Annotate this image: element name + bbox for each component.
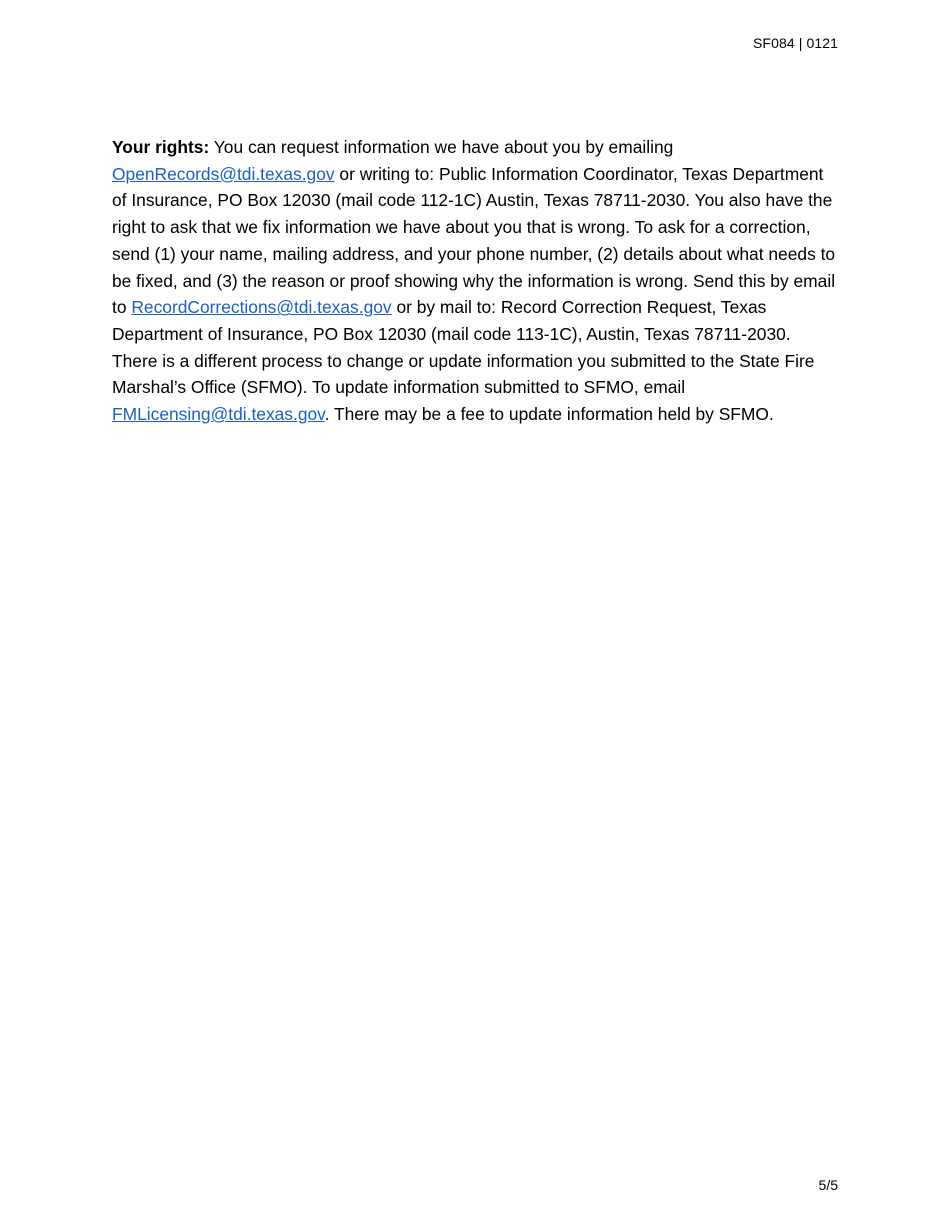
page-number: 5/5 [818,1177,838,1193]
record-corrections-email-link[interactable]: RecordCorrections@tdi.texas.gov [131,297,392,318]
open-records-email-link[interactable]: OpenRecords@tdi.texas.gov [112,163,335,184]
rights-text-2: or writing to: Public Information Coordinator, Texas Department of Insurance, PO Box 12030 (mail code 112-1C) Austin, Texas 78711-2030. You also have the right to ask that we fix information we have about you that is wrong. To ask for a correction, send (1) your name, mailing address, and your phone number, (2) details about what needs to be fixed, and (3) the reason or proof showing why the information is wrong. Send this by email to [112,163,836,318]
rights-paragraph [112,134,837,428]
rights-text-4: . There may be a fee to update information held by SFMO. [324,404,774,425]
rights-text-3: or by mail to: Record Correction Request, Texas Department of Insurance, PO Box 12030 (mail code 113-1C), Austin, Texas 78711-2030. There is a different process to change or update information you submitted to the State Fire Marshal’s Office (SFMO). To update information submitted to SFMO, email [112,297,815,398]
rights-text-1: You can request information we have about you by emailing [209,137,674,157]
fm-licensing-email-link[interactable]: FMLicensing@tdi.texas.gov [112,404,325,425]
form-code: SF084 | 0121 [752,35,838,51]
rights-heading: Your rights: [112,137,210,157]
